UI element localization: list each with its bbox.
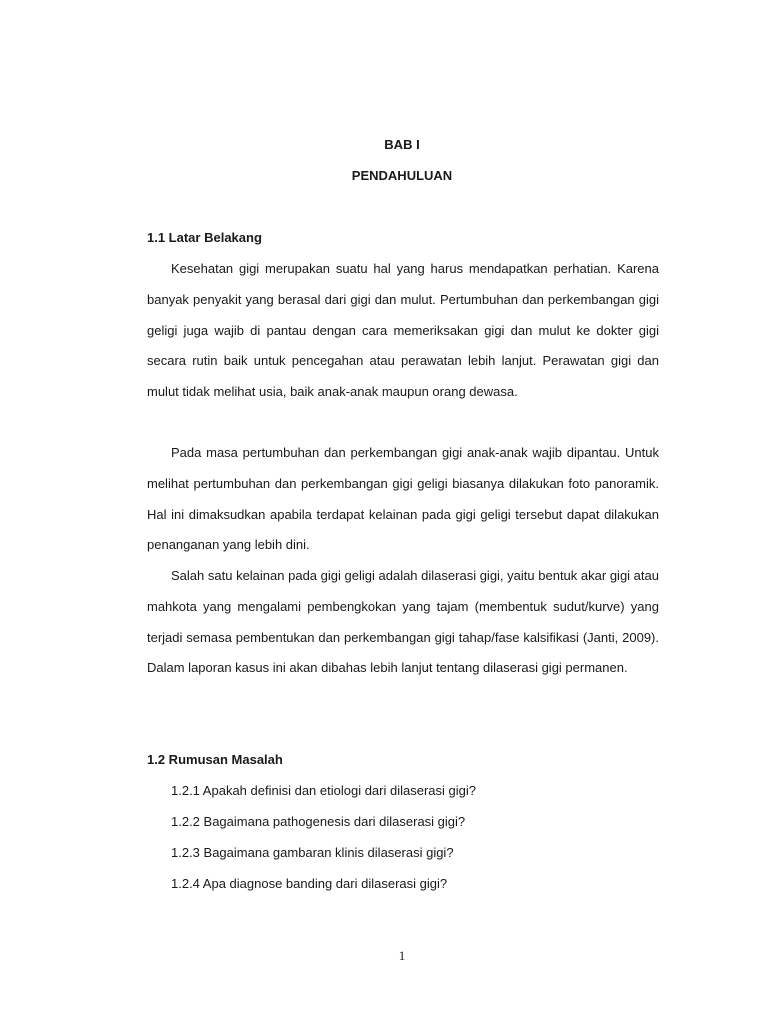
page-number: 1	[398, 948, 406, 963]
section-heading-rumusan-masalah: 1.2 Rumusan Masalah	[147, 752, 283, 767]
list-item-question: 1.2.3 Bagaimana gambaran klinis dilaserasi gigi?	[171, 845, 454, 860]
paragraph-kesehatan-gigi: Kesehatan gigi merupakan suatu hal yang harus mendapatkan perhatian. Karena banyak penyakit yang berasal dari gigi dan mulut. Pertumbuhan dan perkembangan gigi geligi juga wajib di pantau dengan cara memeriksakan gigi dan mulut ke dokter gigi secara rutin baik untuk pencegahan atau perawatan lebih lanjut. Perawatan gigi dan mulut tidak melihat usia, baik anak-anak maupun orang dewasa.	[147, 261, 659, 400]
paragraph-kelainan-dilaserasi: Salah satu kelainan pada gigi geligi adalah dilaserasi gigi, yaitu bentuk akar gigi atau mahkota yang mengalami pembengkokan yang tajam (membentuk sudut/kurve) yang terjadi semasa pembentukan dan perkembangan gigi tahap/fase kalsifikasi (Janti, 2009). Dalam laporan kasus ini akan dibahas lebih lanjut tentang dilaserasi gigi permanen.	[147, 568, 659, 676]
section-heading-latar-belakang: 1.1 Latar Belakang	[147, 230, 262, 245]
chapter-title: PENDAHULUAN	[351, 168, 453, 183]
list-item-question: 1.2.2 Bagaimana pathogenesis dari dilaserasi gigi?	[171, 814, 466, 829]
list-item-question: 1.2.4 Apa diagnose banding dari dilaserasi gigi?	[171, 876, 448, 891]
list-item-question: 1.2.1 Apakah definisi dan etiologi dari dilaserasi gigi?	[171, 783, 476, 798]
chapter-number: BAB I	[384, 137, 420, 152]
paragraph-masa-pertumbuhan: Pada masa pertumbuhan dan perkembangan gigi anak-anak wajib dipantau. Untuk melihat pertumbuhan dan perkembangan gigi geligi biasanya dilakukan foto panoramik. Hal ini dimaksudkan apabila terdapat kelainan pada gigi geligi tersebut dapat dilakukan penanganan yang lebih dini.	[147, 445, 659, 553]
